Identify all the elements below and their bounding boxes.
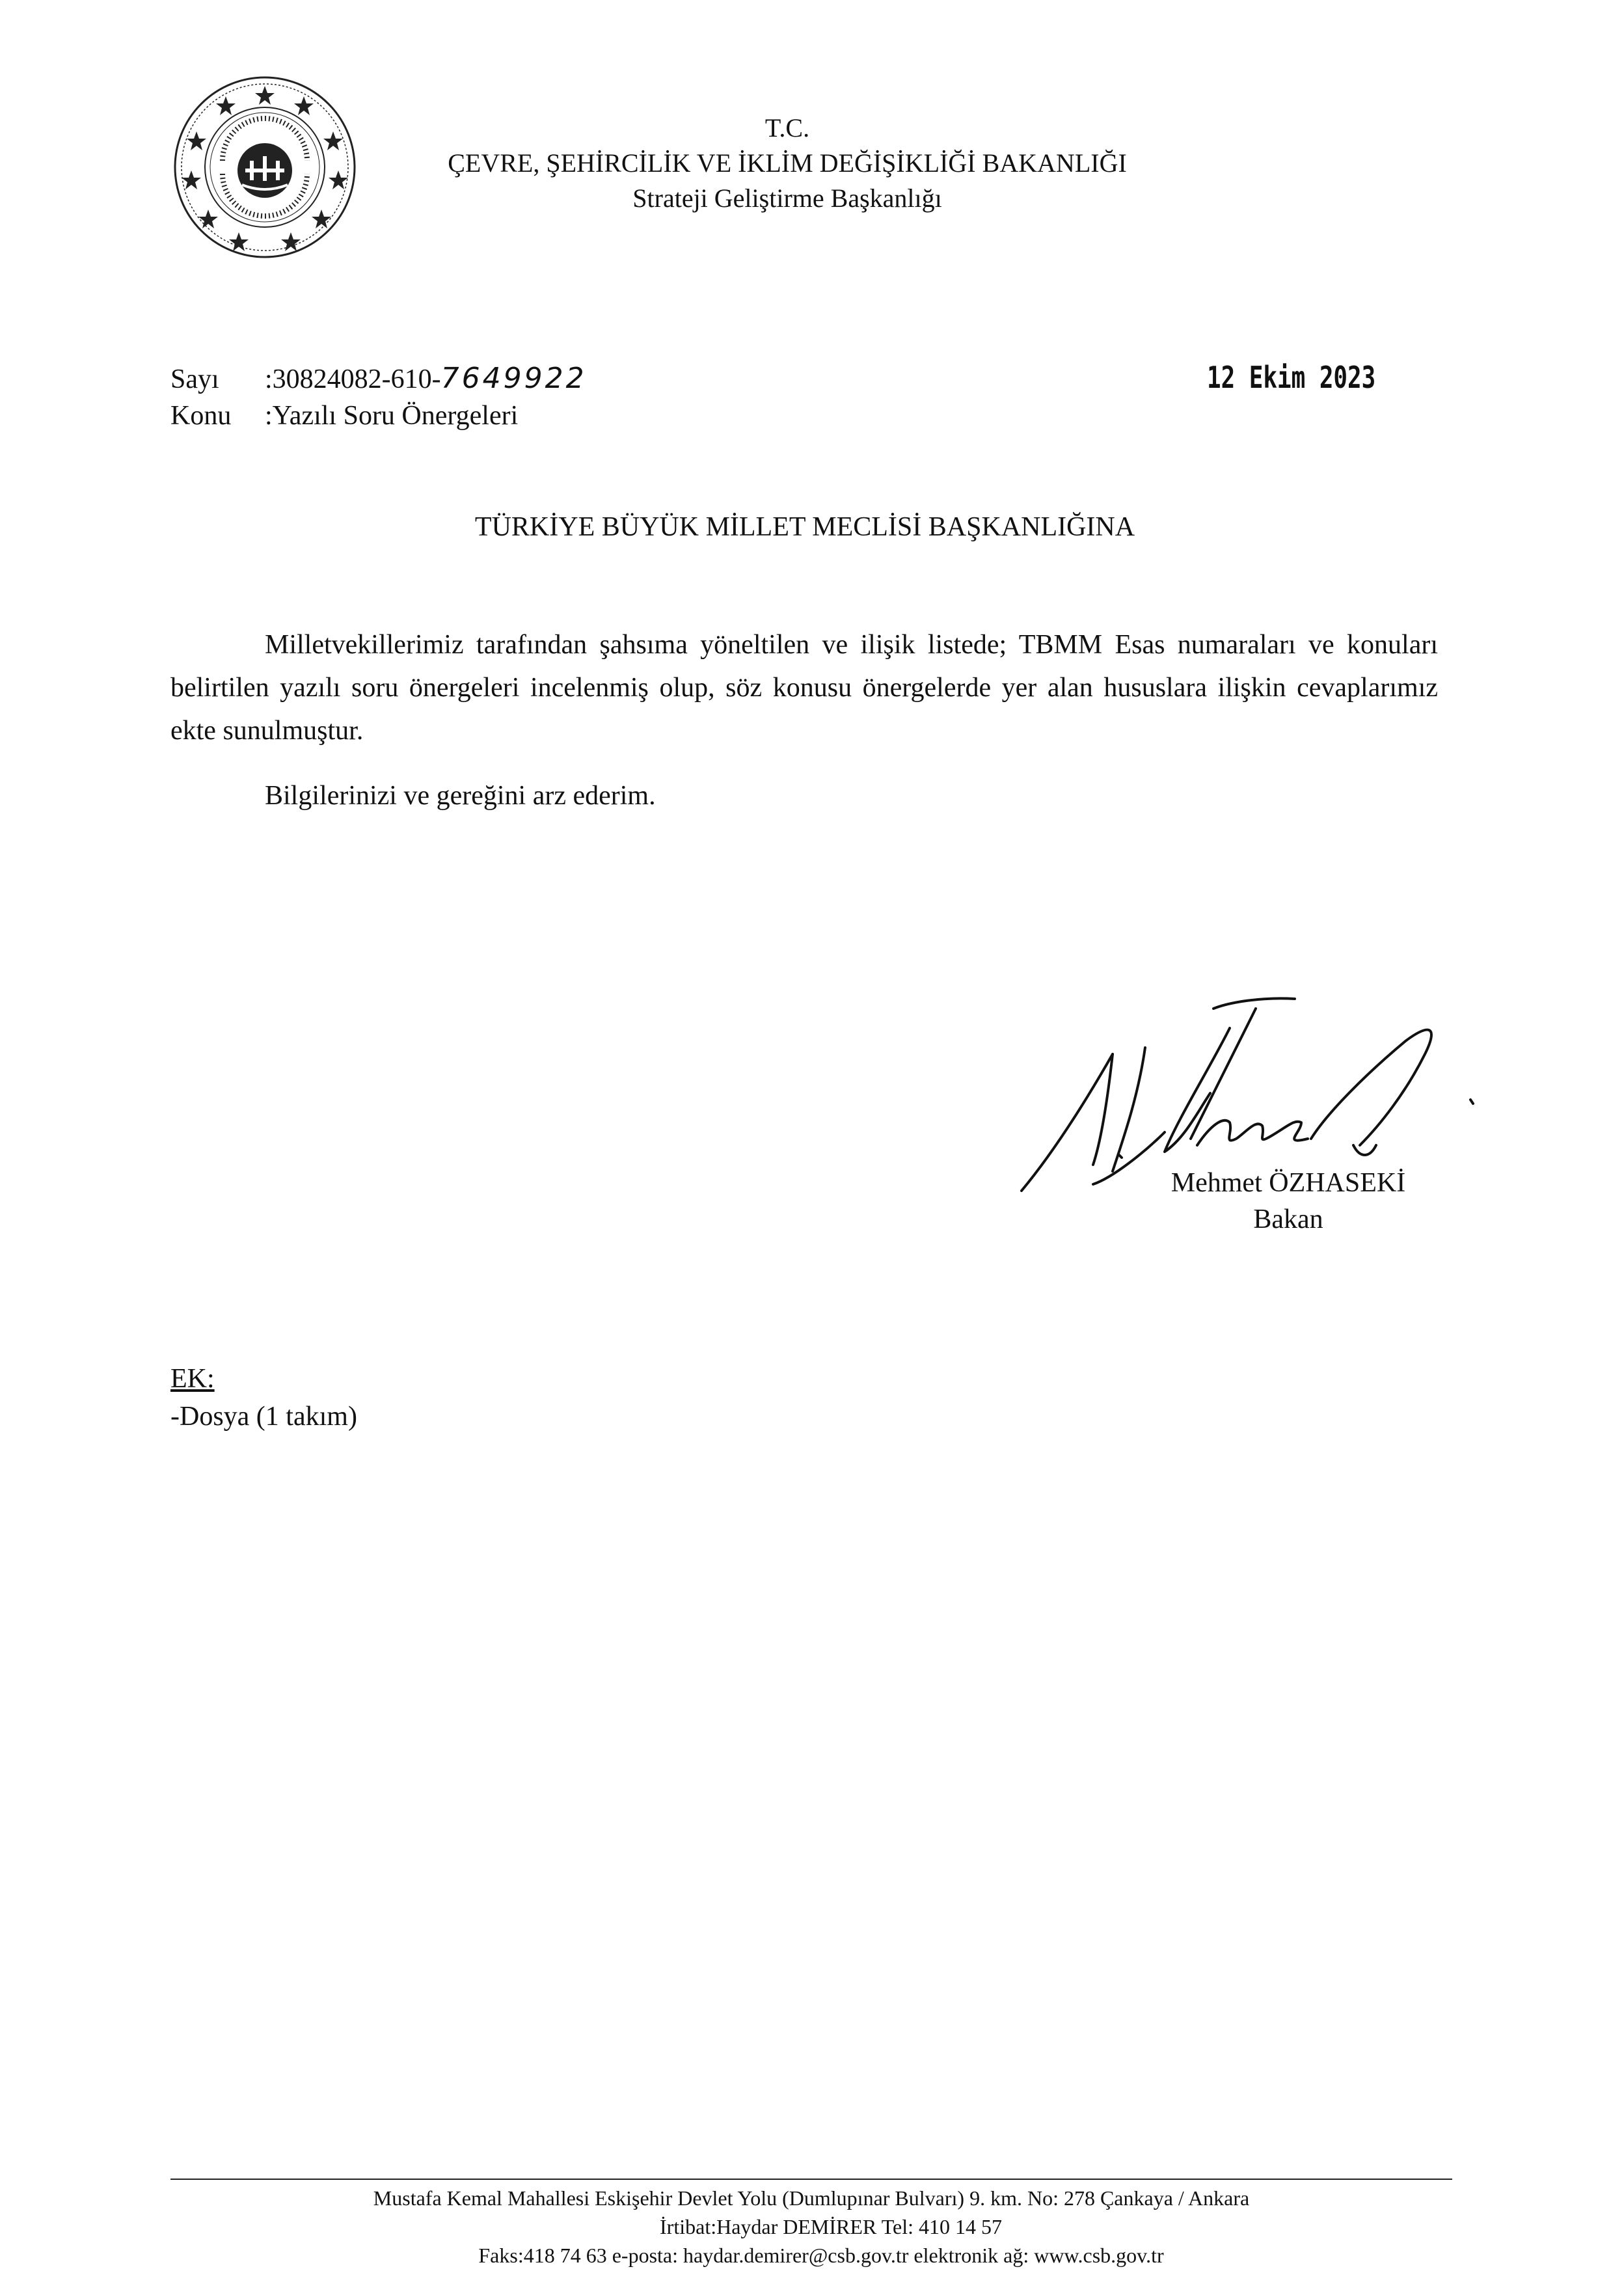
letterhead-ministry: ÇEVRE, ŞEHİRCİLİK VE İKLİM DEĞİŞİKLİĞİ BAKANLIĞI <box>448 148 1127 178</box>
footer <box>170 2184 1452 2270</box>
signer-title: Bakan <box>1253 1204 1323 1234</box>
footer-divider <box>170 2179 1452 2180</box>
konu-label: Konu <box>170 401 232 431</box>
letterhead <box>364 111 1210 216</box>
closing-sentence: Bilgilerinizi ve gereğini arz ederim. <box>265 781 656 811</box>
footer-address: Mustafa Kemal Mahallesi Eskişehir Devlet Yolu (Dumlupınar Bulvarı) 9. km. No: 278 Çankaya / Ankara <box>373 2186 1250 2210</box>
attachment-item: -Dosya (1 takım) <box>170 1402 357 1432</box>
attachments-block <box>170 1360 357 1435</box>
sayi-label: Sayı <box>170 364 219 394</box>
body-paragraph: Milletvekillerimiz tarafından şahsıma yöneltilen ve ilişik listede; TBMM Esas numaraları ve konuları belirtilen yazılı soru önergeleri incelenmiş olup, söz konusu önergelerde yer alan hususlara ilişkin cevaplarımız ekte sunulmuştur. <box>170 630 1438 746</box>
signer-name: Mehmet ÖZHASEKİ <box>1171 1168 1406 1198</box>
footer-contact: İrtibat:Haydar DEMİRER Tel: 410 14 57 <box>660 2215 1002 2238</box>
reference-number-line <box>170 361 587 397</box>
addressee: TÜRKİYE BÜYÜK MİLLET MECLİSİ BAŞKANLIĞINA <box>474 512 1135 542</box>
signer-block <box>1152 1165 1425 1238</box>
ministry-seal-icon <box>170 73 359 262</box>
sayi-value: :30824082-610- <box>265 364 441 394</box>
footer-fax-email: Faks:418 74 63 e-posta: haydar.demirer@csb.gov.tr elektronik ağ: www.csb.gov.tr <box>478 2244 1164 2267</box>
attachments-label: EK: <box>170 1364 215 1394</box>
subject-line <box>170 398 518 433</box>
konu-value: :Yazılı Soru Önergeleri <box>265 401 519 431</box>
letterhead-department: Strateji Geliştirme Başkanlığı <box>632 183 942 213</box>
document-date: 12 Ekim 2023 <box>1207 360 1376 395</box>
sayi-handwritten-number: 7649922 <box>440 362 587 395</box>
letterhead-tc: T.C. <box>765 113 810 143</box>
